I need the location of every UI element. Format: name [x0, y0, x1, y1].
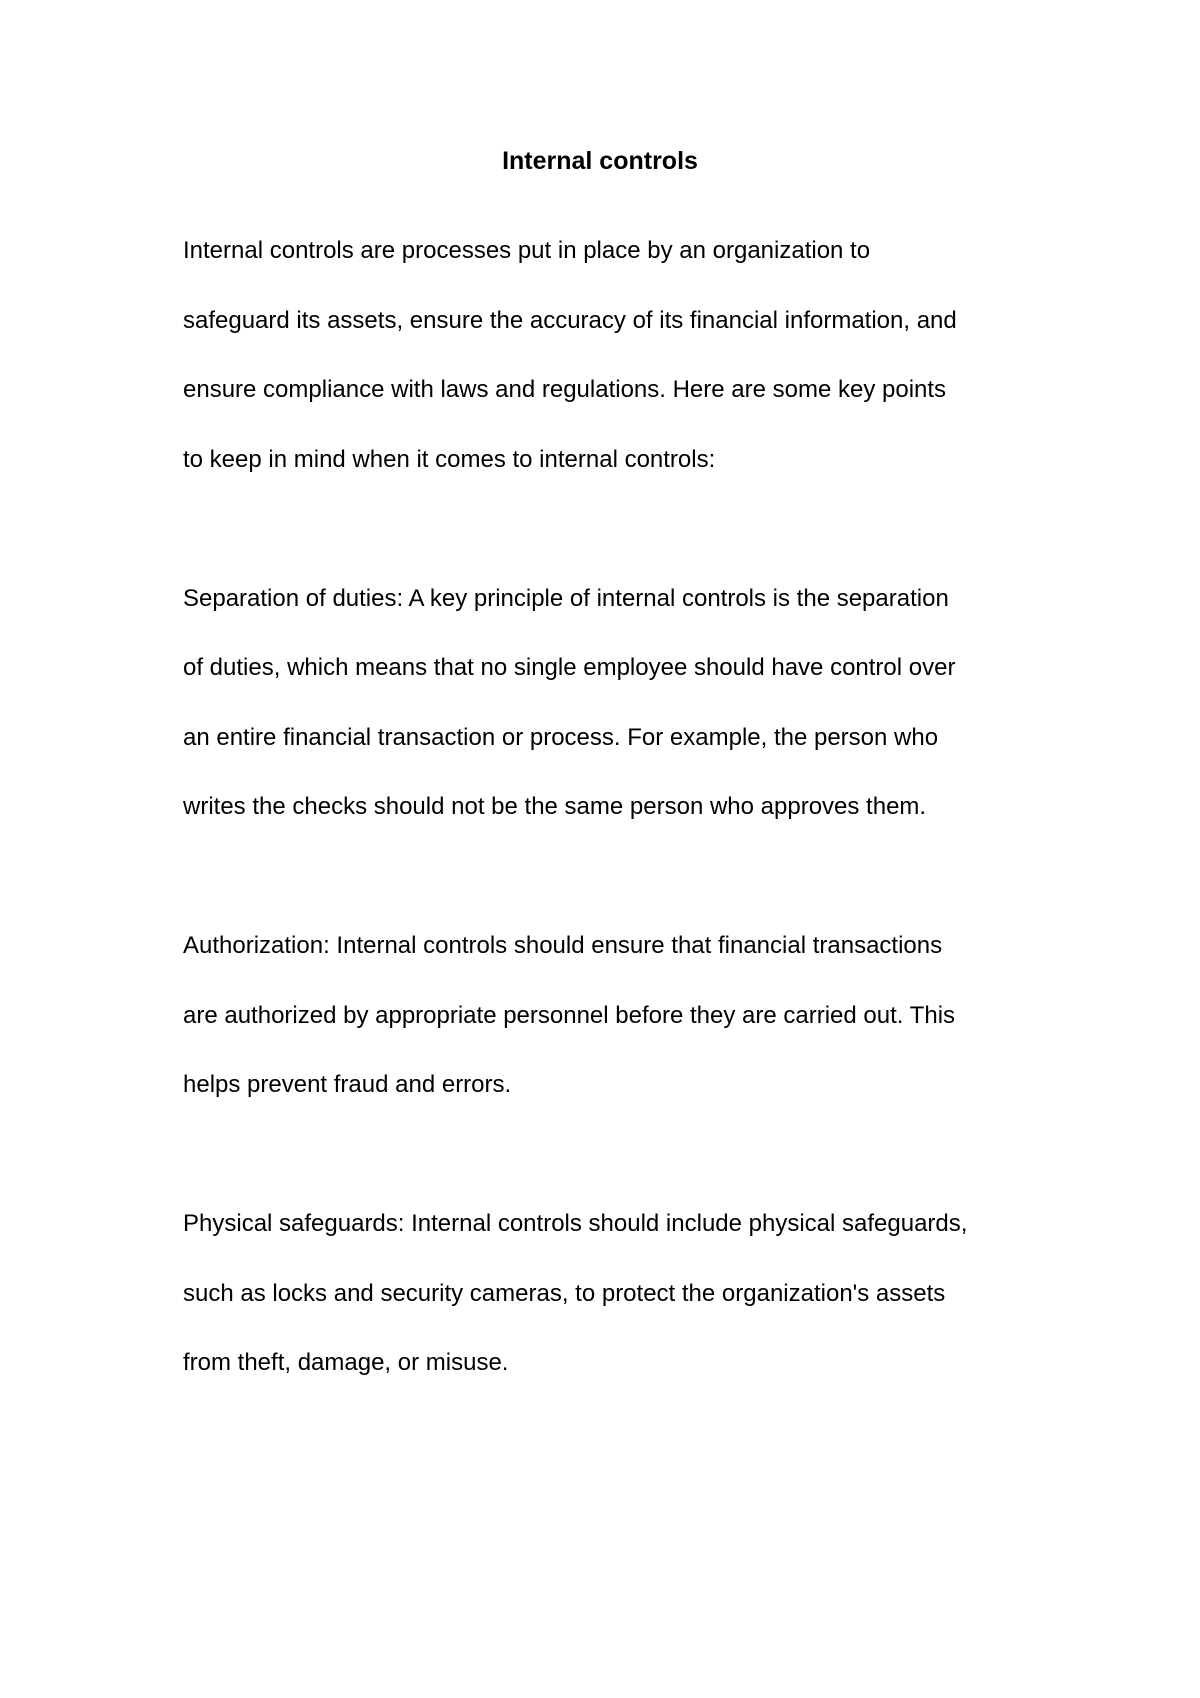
text-line: writes the checks should not be the same person who approves them.: [183, 793, 927, 820]
text-line: safeguard its assets, ensure the accuracy of its financial information, and: [183, 306, 957, 334]
text-line: Authorization: Internal controls should ensure that financial transactions: [183, 932, 943, 959]
paragraph-physical-safeguards: [183, 1189, 1063, 1398]
text-line: helps prevent fraud and errors.: [183, 1071, 512, 1098]
text-line: of duties, which means that no single employee should have control over: [183, 654, 956, 681]
text-line: Physical safeguards: Internal controls should include physical safeguards,: [183, 1210, 968, 1237]
paragraph-authorization: [183, 911, 1063, 1120]
paragraph-separation-of-duties: [183, 564, 1063, 842]
text-line: an entire financial transaction or process. For example, the person who: [183, 723, 939, 751]
document-body: [183, 216, 1063, 1398]
document-title: Internal controls: [502, 147, 698, 175]
text-line: are authorized by appropriate personnel before they are carried out. This: [183, 1001, 956, 1029]
text-line: such as locks and security cameras, to protect the organization's assets: [183, 1279, 946, 1307]
paragraph-intro: [183, 216, 1063, 494]
text-line: from theft, damage, or misuse.: [183, 1349, 509, 1376]
text-line: ensure compliance with laws and regulations. Here are some key points: [183, 376, 947, 403]
text-line: Internal controls are processes put in place by an organization to: [183, 237, 871, 264]
text-line: to keep in mind when it comes to internal controls:: [183, 445, 716, 473]
text-line: Separation of duties: A key principle of internal controls is the separation: [183, 584, 949, 612]
